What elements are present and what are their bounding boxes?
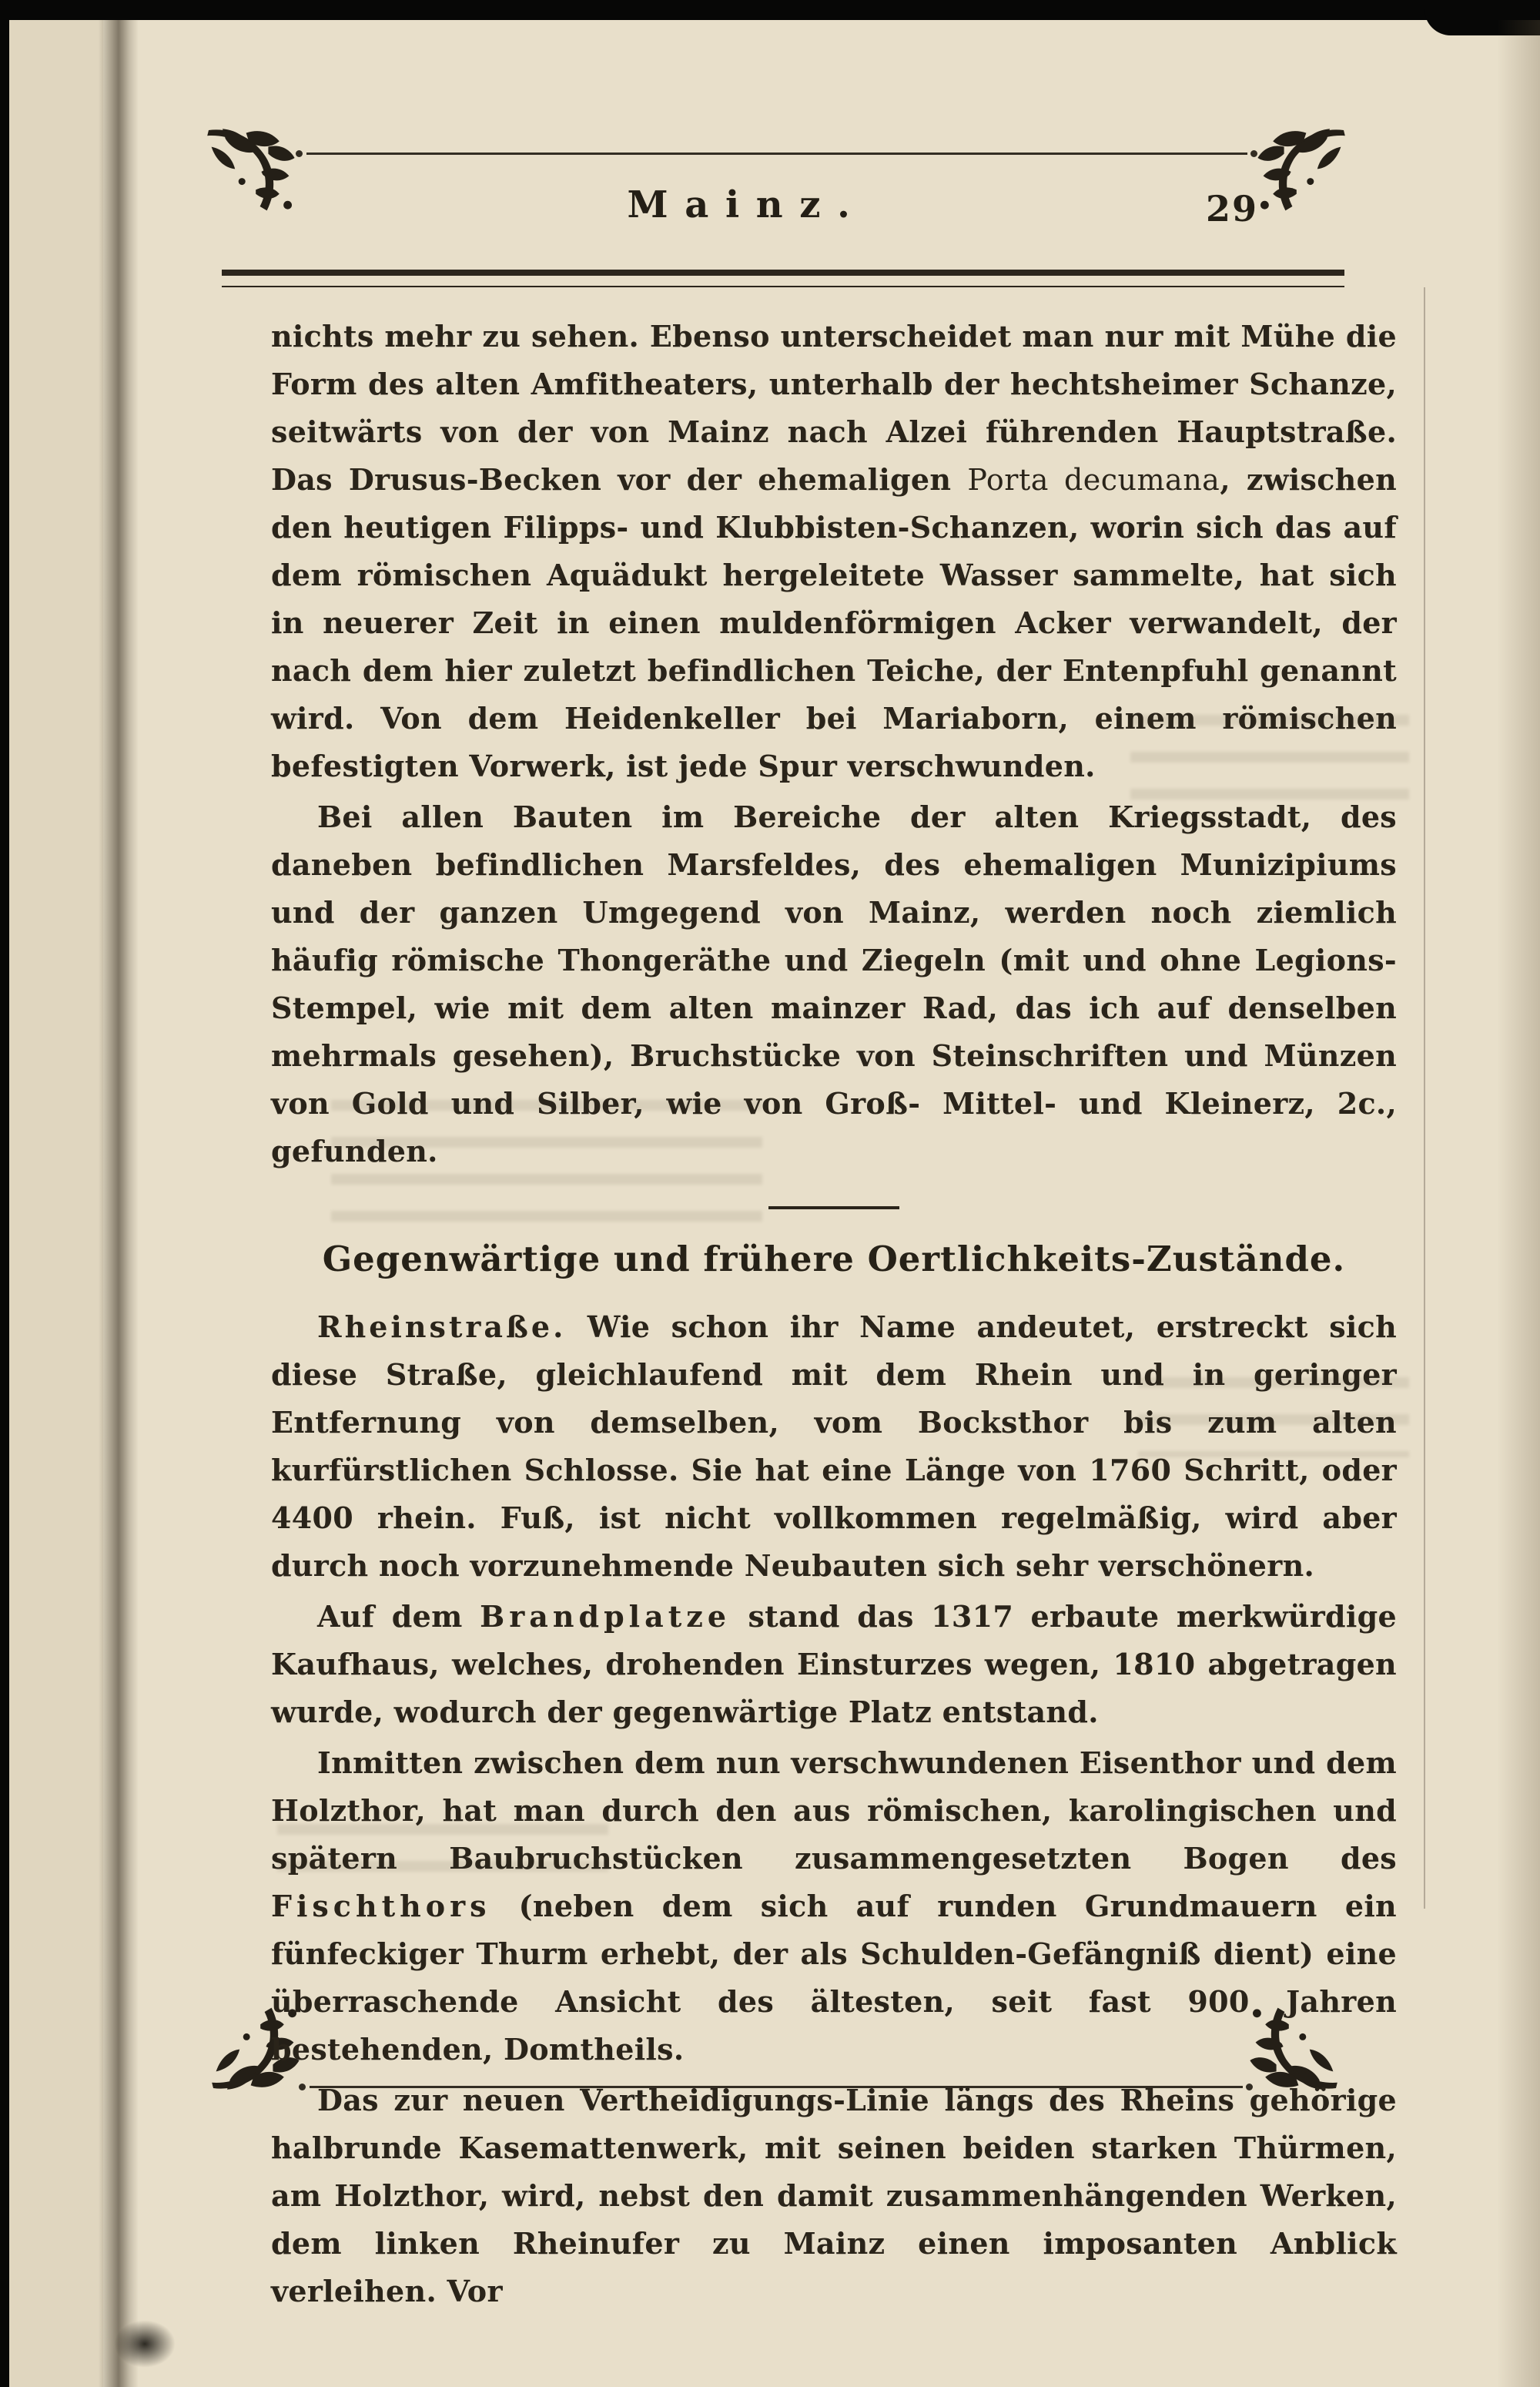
scan-edge-left: [0, 0, 9, 2387]
latin-term: Porta decumana: [967, 463, 1220, 497]
paragraph-kasematten: Das zur neuen Vertheidigungs-Linie längs des Rheins gehörige halbrunde Kasemattenwerk, mit seinen beiden starken Thürmen, am Holzthor, wird, nebst den damit zusammenhängenden Werken, dem linken Rheinufer zu Mainz einen imposanten Anblick verleihen. Vor: [271, 2083, 1397, 2308]
right-margin-rule: [1424, 287, 1425, 1909]
paragraph-text: stand das 1317 erbaute merkwürdige Kaufhaus, welches, drohenden Einsturzes wegen, 1810 abgetragen wurde, wodurch der gegenwärtige Platz entstand.: [271, 1599, 1397, 1729]
paragraph-text: Auf dem: [317, 1599, 480, 1634]
paragraph-fischthor: [271, 1739, 1397, 2074]
paragraph-text: nichts mehr zu sehen. Ebenso unterscheidet man nur mit Mühe die Form des alten Amfitheaters, unterhalb der hechtsheimer Schanze, seitwärts von der von Mainz nach Alzei führenden Hauptstraße. Das Drusus-Becken vor der ehemaligen: [271, 319, 1397, 497]
paragraph-text: (neben dem sich auf runden Grundmauern ein fünfeckiger Thurm erhebt, der als Schulden-Gefängniß dient) eine überraschende Ansicht des ältesten, seit fast 900 Jahren bestehenden, Domtheils.: [271, 1889, 1397, 2067]
rule-end-dot: [296, 150, 303, 157]
paragraph-text: Inmitten zwischen dem nun verschwundenen Eisenthor und dem Holzthor, hat man durch den aus römischen, karolingischen und spätern Baubruchstücken zusammengesetzten Bogen des: [271, 1745, 1397, 1876]
section-heading: Gegenwärtige und frühere Oertlichkeits-Zustände.: [322, 1239, 1346, 1279]
running-head-title: Mainz.: [627, 183, 867, 226]
rule-end-dot: [1250, 150, 1257, 157]
paragraph-brandplatz: [271, 1593, 1397, 1736]
paragraph-text: , zwischen den heutigen Filipps- und Klubbisten-Schanzen, worin sich das auf dem römischen Aquädukt hergeleitete Wasser sammelte, hat sich in neuerer Zeit in einen muldenförmigen Acker verwandelt, der nach dem hier zuletzt befindlichen Teiche, der Entenpfuhl genannt wird. Von dem Heidenkeller bei Mariaborn, einem römischen befestigten Vorwerk, ist jede Spur verschwunden.: [271, 462, 1397, 783]
adjacent-page-edge: [9, 20, 103, 2387]
section-divider-rule: [768, 1206, 899, 1209]
header-rule-thin: [222, 286, 1344, 287]
binding-gutter-shadow: [99, 20, 139, 2387]
header-rule-thick: [222, 270, 1344, 276]
paragraph-lead-word: Rheinstraße.: [317, 1309, 567, 1344]
paragraph-bauten: Bei allen Bauten im Bereiche der alten Kriegsstadt, des daneben befindlichen Marsfeldes, des ehemaligen Munizipiums und der ganzen Umgegend von Mainz, werden noch ziemlich häufig römische Thongeräthe und Ziegeln (mit und ohne Legions-Stempel, wie mit dem alten mainzer Rad, das ich auf denselben mehrmals gesehen), Bruchstücke von Steinschriften und Münzen von Gold und Silber, wie von Groß- Mittel- und Kleinerz, 2c., gefunden.: [271, 800, 1397, 1168]
scan-edge-top: [0, 0, 1540, 20]
paragraph-rheinstrasse: [271, 1303, 1397, 1590]
paragraph-continuation: [271, 313, 1397, 790]
emphasized-word: Brandplatze: [480, 1599, 732, 1634]
emphasized-word: Fischthors: [271, 1889, 491, 1923]
ink-smudge: [114, 2320, 176, 2368]
paragraph-text: Wie schon ihr Name andeutet, erstreckt sich diese Straße, gleichlaufend mit dem Rhein und in geringer Entfernung von demselben, vom Bocksthor bis zum alten kurfürstlichen Schlosse. Sie hat eine Länge von 1760 Schritt, oder 4400 rhein. Fuß, ist nicht vollkommen regelmäßig, wird aber durch noch vorzunehmende Neubauten sich sehr verschönern.: [271, 1309, 1397, 1583]
top-frame-rule: [306, 153, 1247, 155]
text-column: [271, 313, 1397, 2318]
page-number: 29: [1206, 188, 1259, 230]
page-right-shading: [1497, 20, 1540, 2387]
